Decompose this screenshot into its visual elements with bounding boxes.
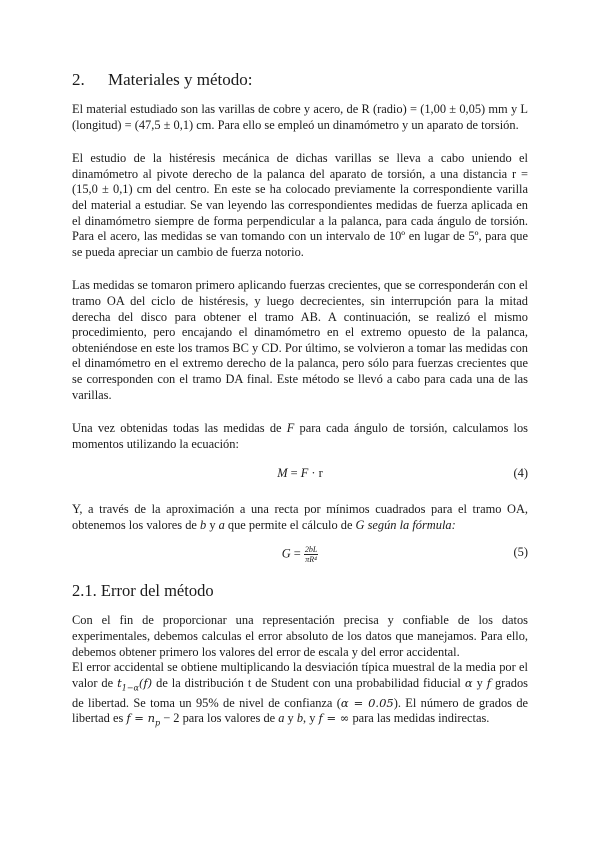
equation-number: (5) bbox=[513, 545, 528, 560]
fraction: $\frac{2bL}{\text{πR⁴}}$ bbox=[304, 545, 318, 565]
paragraph-materials: El material estudiado son las varillas de cobre y acero, de R (radio) = (1,00 ± 0,05) mm y L (longitud) = (47,5 ± 0,1) cm. Para ello se empleó un dinamómetro y un aparato de torsión. bbox=[72, 102, 528, 132]
subsection-heading: 2.1. Error del método bbox=[72, 581, 214, 601]
section-title: Materiales y método: bbox=[108, 70, 253, 89]
paragraph-measurements: Las medidas se tomaron primero aplicando fuerzas crecientes, que se corresponderán con el tramo OA del ciclo de histéresis, y luego decrecientes, sin interrupción para la mitad derecha del disco para obtener el tramo AB. A continuación, se realizó el mismo procedimiento, pero encajando el dinamómetro en el extremo opuesto de la palanca, obteniéndose en este los tramos BC y CD. Por último, se volvieron a tomar las medidas con el dinamómetro en el extremo derecho de la palanca, pero sólo para fuerzas crecientes que se corresponden con el tramo DA final. Este método se llevó a cabo para cada una de las varillas. bbox=[72, 278, 528, 402]
equation-4: M = F · r (4) bbox=[277, 466, 528, 481]
document-page bbox=[72, 70, 528, 749]
section-heading bbox=[72, 70, 528, 90]
paragraph-study: El estudio de la histéresis mecánica de dichas varillas se lleva a cabo uniendo el dinamómetro al pivote derecho de la palanca del aparato de torsión, a una distancia r = (15,0 ± 0,1) cm del centro. En este se ha colocado previamente la correspondiente varilla del material a estudiar. Se van leyendo las correspondientes medidas de fuerza aplicada en el dinamómetro siempre de forma perpendicular a la palanca, para cada ángulo de torsión. Para el acero, las medidas se van tomando con un intervalo de 10º en lugar de 5º, para que se pueda apreciar un cambio de fuerza notorio. bbox=[72, 151, 528, 259]
equation-5: G = $\frac{2bL}{\text{πR⁴}}$ (5) bbox=[281, 545, 528, 565]
section-number: 2. bbox=[72, 70, 85, 89]
paragraph-error: Con el fin de proporcionar una representación precisa y confiable de los datos experimentales, debemos calculas el error absoluto de los datos que manejamos. Para ello, debemos obtener primero los valores del error de escala y del error accidental. El error accidental se obtiene multiplicando la desviación típica muestral de la media por el valor de $t_{1-\alpha}(f)$ de la distribución t de Student con una probabilidad fiducial α y f grados de libertad. Se toma un 95% de nivel de confianza (α = 0.05). El número de grados de libertad es $f = n_p - 2$ para los valores de a y b, y f = ∞ para las medidas indirectas. bbox=[72, 613, 529, 728]
paragraph-least-squares: Y, a través de la aproximación a una recta por mínimos cuadrados para el tramo OA, obtenemos los valores de b y a que permite el cálculo de G según la fórmula: bbox=[72, 502, 528, 532]
equation-number: (4) bbox=[513, 466, 528, 481]
paragraph-moments: Una vez obtenidas todas las medidas de F para cada ángulo de torsión, calculamos los momentos utilizando la ecuación: bbox=[72, 421, 528, 451]
